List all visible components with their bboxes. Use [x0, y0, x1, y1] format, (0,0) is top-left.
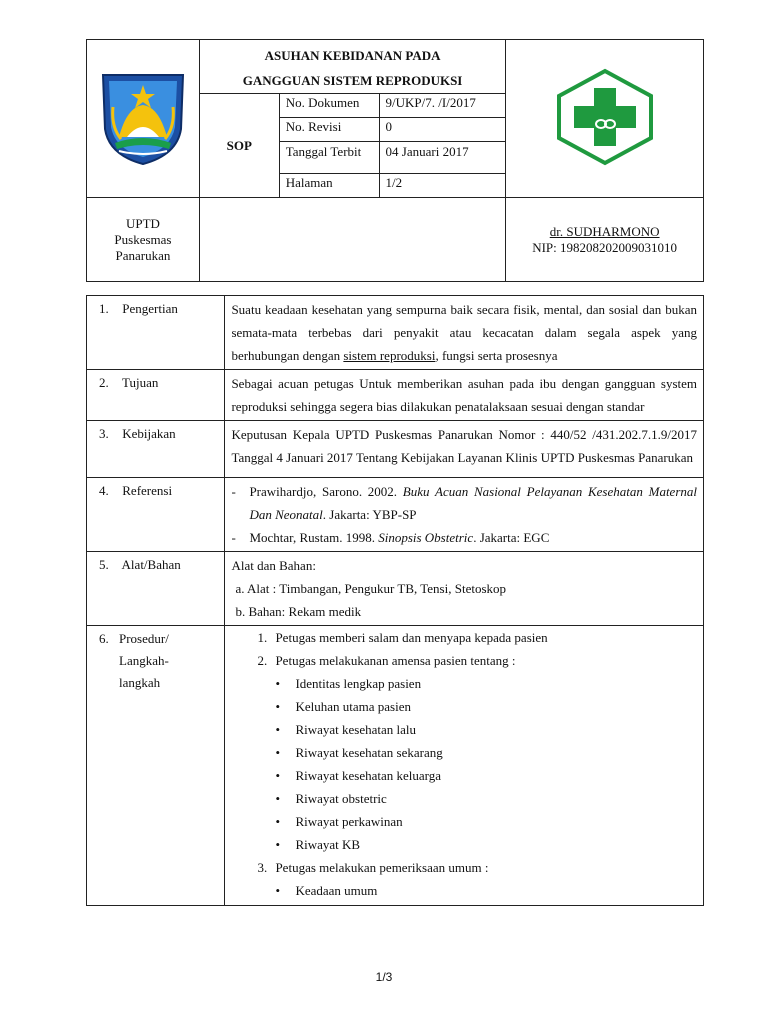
anamnesa-item — [231, 718, 697, 741]
meta-label-group — [279, 142, 379, 198]
health-logo-cell — [506, 40, 704, 198]
title-line-1: ASUHAN KEBIDANAN PADA — [264, 48, 441, 63]
reference-title: Sinopsis Obstetric — [378, 530, 474, 545]
reference-author: Mochtar, Rustam. 1998. — [249, 530, 379, 545]
reference-publisher: . Jakarta: YBP-SP — [322, 507, 417, 522]
section-label — [87, 296, 225, 370]
list-item — [231, 577, 697, 600]
bullet-text: Riwayat kesehatan lalu — [295, 722, 417, 737]
section-kebijakan — [87, 421, 704, 478]
meta-value-page: 1/2 — [385, 175, 403, 190]
signer-block — [506, 198, 704, 282]
bullet-text: Riwayat KB — [295, 837, 361, 852]
bullet-marker: • — [275, 745, 281, 760]
meta-label-revision: No. Revisi — [279, 118, 379, 142]
anamnesa-item — [231, 810, 697, 833]
section-title-line-2: Langkah- — [119, 653, 169, 668]
anamnesa-item — [231, 695, 697, 718]
section-referensi — [87, 478, 704, 552]
org-line-1: UPTD — [125, 215, 160, 231]
meta-value-group — [379, 142, 506, 198]
regency-logo-cell — [87, 40, 200, 198]
section-number: 6. — [99, 631, 109, 646]
section-title: Kebijakan — [122, 426, 176, 441]
meta-value-doc-no: 9/UKP/7. /I/2017 — [379, 94, 506, 118]
health-cross-icon — [554, 68, 656, 166]
procedure-step — [231, 626, 697, 649]
sop-label: SOP — [199, 94, 279, 198]
section-title: Tujuan — [122, 375, 159, 390]
anamnesa-item — [231, 672, 697, 695]
meta-value-issue-date: 04 Januari 2017 — [380, 142, 506, 174]
bullet-text: Riwayat kesehatan sekarang — [295, 745, 443, 760]
bullet-marker: • — [275, 768, 281, 783]
section-number: 5. — [99, 557, 109, 572]
reference-publisher: . Jakarta: EGC — [473, 530, 550, 545]
bullet-text: Identitas lengkap pasien — [295, 676, 422, 691]
section-title-line-3: langkah — [119, 675, 161, 690]
pengertian-text: Suatu keadaan kesehatan yang sempurna baik secara fisik, mental, dan sosial dan bukan semata-mata terbebas dari penyakit atau kecacatan dalam segala aspek yang berhubungan dengan — [231, 302, 697, 363]
reference-item — [231, 480, 697, 526]
section-label — [87, 421, 225, 478]
section-content: Keputusan Kepala UPTD Puskesmas Panarukan Nomor : 440/52 /431.202.7.1.9/2017 Tanggal 4 Januari 2017 Tentang Kebijakan Layanan Klinis UPTD Puskesmas Panarukan — [225, 421, 704, 478]
section-title: Referensi — [122, 483, 173, 498]
bullet-marker: • — [275, 699, 281, 714]
bullet-text: Riwayat perkawinan — [295, 814, 403, 829]
document-header — [86, 39, 704, 282]
section-number: 1. — [99, 301, 109, 316]
sop-content-table — [86, 295, 704, 906]
section-title: Prosedur/ — [119, 631, 169, 646]
pengertian-text-end: , fungsi serta prosesnya — [435, 348, 558, 363]
anamnesa-item — [231, 741, 697, 764]
meta-label-doc-no: No. Dokumen — [279, 94, 379, 118]
dash-marker: - — [231, 530, 236, 545]
section-label — [87, 626, 225, 906]
signer-name: dr. SUDHARMONO — [549, 223, 660, 239]
document-title — [199, 40, 505, 94]
step-number: 2. — [257, 653, 268, 668]
section-prosedur — [87, 626, 704, 906]
bullet-marker: • — [275, 837, 281, 852]
section-label — [87, 552, 225, 626]
section-title: Pengertian — [122, 301, 178, 316]
section-label — [87, 370, 225, 421]
org-line-3: Panarukan — [115, 247, 171, 263]
bullet-text: Riwayat obstetric — [295, 791, 387, 806]
bullet-marker: • — [275, 883, 281, 898]
reference-title: Buku Acuan Nasional Pelayanan Kesehatan Maternal Dan Neonatal — [249, 484, 697, 522]
step-number: 3. — [257, 860, 268, 875]
step-text: Petugas memberi salam dan menyapa kepada pasien — [275, 630, 548, 645]
meta-value-revision: 0 — [379, 118, 506, 142]
reproduction-system-term: sistem reproduksi — [343, 348, 436, 363]
bullet-text: Keadaan umum — [295, 883, 378, 898]
section-content — [225, 296, 704, 370]
step-text: Petugas melakukan pemeriksaan umum : — [275, 860, 489, 875]
section-content — [225, 552, 704, 626]
page-number: 1/3 — [375, 970, 393, 984]
procedure-step — [231, 856, 697, 879]
section-alat-bahan — [87, 552, 704, 626]
list-item — [231, 600, 697, 623]
org-line-2: Puskesmas — [114, 231, 172, 247]
section-tujuan — [87, 370, 704, 421]
bullet-text: Riwayat kesehatan keluarga — [295, 768, 442, 783]
section-pengertian — [87, 296, 704, 370]
reference-item — [231, 526, 697, 549]
dash-marker: - — [231, 484, 236, 499]
step-number: 1. — [257, 630, 268, 645]
list-text: Bahan: Rekam medik — [248, 604, 362, 619]
bullet-marker: • — [275, 791, 281, 806]
section-number: 2. — [99, 375, 109, 390]
procedure-step — [231, 649, 697, 672]
alat-heading: Alat dan Bahan: — [231, 558, 316, 573]
signer-nip: NIP: 198208202009031010 — [532, 239, 678, 255]
title-line-2: GANGGUAN SISTEM REPRODUKSI — [242, 73, 463, 88]
anamnesa-item — [231, 764, 697, 787]
bullet-marker: • — [275, 676, 281, 691]
list-marker: a. — [235, 581, 245, 596]
bullet-text: Keluhan utama pasien — [295, 699, 411, 714]
step-text: Petugas melakukanan amensa pasien tentang : — [275, 653, 516, 668]
regency-emblem-icon — [97, 67, 189, 167]
pemeriksaan-item — [231, 879, 697, 902]
list-marker: b. — [235, 604, 246, 619]
bullet-marker: • — [275, 814, 281, 829]
meta-label-page: Halaman — [285, 175, 333, 190]
section-label — [87, 478, 225, 552]
section-number: 3. — [99, 426, 109, 441]
section-content — [225, 478, 704, 552]
organization-name — [87, 198, 200, 282]
list-text: Alat : Timbangan, Pengukur TB, Tensi, Stetoskop — [247, 581, 507, 596]
anamnesa-item — [231, 833, 697, 856]
bullet-marker: • — [275, 722, 281, 737]
section-content — [225, 626, 704, 906]
reference-author: Prawihardjo, Sarono. 2002. — [249, 484, 403, 499]
section-number: 4. — [99, 483, 109, 498]
section-title: Alat/Bahan — [121, 557, 181, 572]
meta-label-issue-date: Tanggal Terbit — [280, 142, 379, 174]
signature-space — [199, 198, 505, 282]
anamnesa-item — [231, 787, 697, 810]
section-content: Sebagai acuan petugas Untuk memberikan asuhan pada ibu dengan gangguan system reproduksi sehingga segera bias dilakukan penatalaksaan sesuai dengan standar — [225, 370, 704, 421]
